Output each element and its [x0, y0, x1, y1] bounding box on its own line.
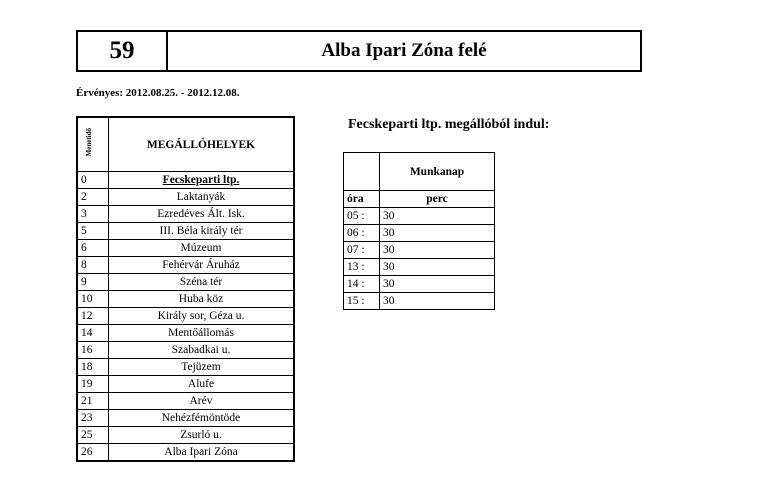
- departure-row: [344, 225, 495, 242]
- stop-travel-time: 26: [77, 444, 109, 462]
- minute-header: perc: [380, 191, 495, 208]
- departure-row: [344, 276, 495, 293]
- stop-row: [77, 172, 294, 189]
- stop-travel-time: 25: [77, 427, 109, 444]
- route-number: 59: [78, 32, 168, 70]
- stop-travel-time: 6: [77, 240, 109, 257]
- stop-travel-time: 2: [77, 189, 109, 206]
- departure-hour: 15 :: [344, 293, 380, 310]
- stop-name: Tejüzem: [109, 359, 295, 376]
- stop-travel-time: 14: [77, 325, 109, 342]
- stop-name: Mentőállomás: [109, 325, 295, 342]
- departure-hour: 06 :: [344, 225, 380, 242]
- stop-travel-time: 12: [77, 308, 109, 325]
- stop-travel-time: 18: [77, 359, 109, 376]
- stop-row: [77, 189, 294, 206]
- stop-name: Arév: [109, 393, 295, 410]
- stop-name: Király sor, Géza u.: [109, 308, 295, 325]
- stop-name: Szabadkai u.: [109, 342, 295, 359]
- stop-row: [77, 444, 294, 462]
- stop-row: [77, 308, 294, 325]
- departure-minutes: 30: [380, 225, 495, 242]
- stop-name: Széna tér: [109, 274, 295, 291]
- col-stops-header: MEGÁLLÓHELYEK: [109, 117, 295, 172]
- stop-travel-time: 9: [77, 274, 109, 291]
- departure-row: [344, 293, 495, 310]
- stop-name: Fehérvár Áruház: [109, 257, 295, 274]
- departure-minutes: 30: [380, 259, 495, 276]
- stop-travel-time: 0: [77, 172, 109, 189]
- timetable-corner: [344, 153, 380, 191]
- stop-row: [77, 325, 294, 342]
- stop-name: Alba Ipari Zóna: [109, 444, 295, 462]
- stop-name: Ezredéves Ált. Isk.: [109, 206, 295, 223]
- departure-minutes: 30: [380, 276, 495, 293]
- departure-minutes: 30: [380, 242, 495, 259]
- validity-period: Érvényes: 2012.08.25. - 2012.12.08.: [76, 87, 240, 99]
- stop-travel-time: 5: [77, 223, 109, 240]
- stop-row: [77, 274, 294, 291]
- stop-row: [77, 410, 294, 427]
- hour-header: óra: [344, 191, 380, 208]
- stop-name: III. Béla király tér: [109, 223, 295, 240]
- stop-row: [77, 427, 294, 444]
- stop-row: [77, 342, 294, 359]
- stop-name: Fecskeparti ltp.: [109, 172, 295, 189]
- stop-name: Nehézfémöntöde: [109, 410, 295, 427]
- stop-name: Huba köz: [109, 291, 295, 308]
- departure-hour: 07 :: [344, 242, 380, 259]
- stop-travel-time: 8: [77, 257, 109, 274]
- stop-travel-time: 23: [77, 410, 109, 427]
- stop-row: [77, 206, 294, 223]
- stop-row: [77, 376, 294, 393]
- route-destination: Alba Ipari Zóna felé: [321, 40, 487, 61]
- stop-travel-time: 19: [77, 376, 109, 393]
- stop-name: Zsurló u.: [109, 427, 295, 444]
- day-type-header: Munkanap: [380, 153, 495, 191]
- departure-row: [344, 242, 495, 259]
- col-travel-time-header: Menetidő: [77, 117, 109, 172]
- stop-row: [77, 291, 294, 308]
- stop-row: [77, 257, 294, 274]
- departure-row: [344, 259, 495, 276]
- stop-row: [77, 359, 294, 376]
- stop-travel-time: 3: [77, 206, 109, 223]
- stops-table: [76, 116, 295, 462]
- departure-hour: 14 :: [344, 276, 380, 293]
- stop-name: Múzeum: [109, 240, 295, 257]
- stop-name: Alufe: [109, 376, 295, 393]
- departure-minutes: 30: [380, 208, 495, 225]
- stop-name: Laktanyák: [109, 189, 295, 206]
- stop-row: [77, 393, 294, 410]
- stop-travel-time: 16: [77, 342, 109, 359]
- departure-hour: 13 :: [344, 259, 380, 276]
- departure-row: [344, 208, 495, 225]
- stop-travel-time: 10: [77, 291, 109, 308]
- stop-row: [77, 240, 294, 257]
- timetable: [343, 152, 495, 310]
- stop-travel-time: 21: [77, 393, 109, 410]
- stop-row: [77, 223, 294, 240]
- departs-from-label: Fecskeparti ltp. megállóból indul:: [348, 117, 550, 132]
- departure-minutes: 30: [380, 293, 495, 310]
- route-header: [76, 30, 642, 72]
- departure-hour: 05 :: [344, 208, 380, 225]
